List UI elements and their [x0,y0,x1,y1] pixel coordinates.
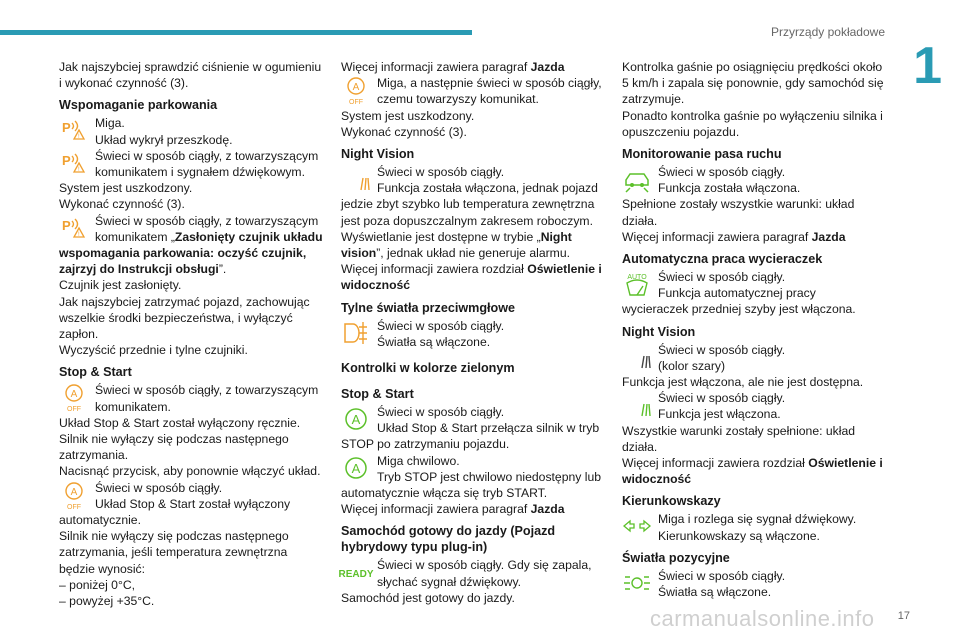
chapter-number: 1 [913,37,942,95]
status-text: Świeci w sposób ciągły. [377,405,505,420]
rear-fog-light [341,318,603,350]
night-vision-grey [622,342,884,374]
svg-text:AUTO: AUTO [627,274,647,282]
svg-text:P: P [62,120,71,136]
svg-text:A: A [351,412,361,428]
column-1 [59,59,324,609]
ready-indicator [338,557,603,589]
action-text: Wykonać czynność (3). [341,124,467,139]
status-desc: Spełnione zostały wszystkie warunki: układ działa. [622,197,855,228]
night-vision-amber [341,164,603,229]
status-text: Miga. [95,116,125,131]
stop-start-active [341,404,603,453]
svg-text:A: A [351,460,361,476]
status-text: Świeci w sposób ciągły, z towarzyszącym komunikatem „Zasłonięty czujnik układu wspomagania parkowania: oczyść czujnik, zajrzyj do Instrukcji obsługi”. [59,213,323,277]
status-desc: Samochód jest gotowy do jazdy. [341,590,515,605]
status-desc: (kolor szary) [658,358,726,373]
status-desc: Światła są włączone. [658,585,772,600]
svg-text:P: P [62,152,71,168]
rear-fog-light-icon [341,318,371,349]
status-text: Świeci w sposób ciągły. [658,568,786,583]
svg-text:!: ! [78,134,80,141]
svg-text:READY: READY [338,569,374,581]
status-text: Świeci w sposób ciągły, z towarzyszącym komunikatem. [95,383,319,414]
page-number: 17 [897,610,910,622]
stop-start-off-icon [59,382,89,413]
night-vision-icon [341,164,371,195]
status-text: Świeci w sposób ciągły. [658,342,786,357]
action-text: Wyczyścić przednie i tylne czujniki. [59,343,248,358]
heading-night-vision: Night Vision [622,324,696,339]
svg-text:P: P [62,217,71,233]
heading-ready: Samochód gotowy do jazdy (Pojazd hybrydowy typu plug-in) [341,524,556,555]
lane-monitoring [622,164,884,196]
heading-turn-signals: Kierunkowskazy [622,494,721,509]
ready-icon [338,557,374,588]
status-desc: Tryb STOP jest chwilowo niedostępny lub automatycznie włącza się tryb START. [341,469,601,501]
status-desc: Światła są włączone. [377,334,491,349]
status-text: Świeci w sposób ciągły. Gdy się zapala, słychać sygnał dźwiękowy. [377,558,592,589]
stop-start-blink [341,453,603,502]
status-desc: Funkcja jest włączona. [658,407,781,422]
more-info-text: Więcej informacji zawiera rozdział Oświetlenie i widoczność [622,456,883,487]
lane-departure-icon [622,164,652,195]
turn-signals [622,511,884,543]
stop-start-off-icon [59,480,89,511]
intro-text: Ponadto kontrolka gaśnie po wyłączeniu silnika i opuszczeniu pojazdu. [622,108,883,139]
more-info-text: Więcej informacji zawiera rozdział Oświetlenie i widoczność [341,262,602,293]
heading-lane-monitoring: Monitorowanie pasa ruchu [622,147,782,162]
status-desc: Układ wykrył przeszkodę. [95,132,233,147]
status-desc: Funkcja została włączona, jednak pojazd jedzie zbyt szybko lub temperatura zewnętrzna jest poza dopuszczalnym zakresem roboczym. [341,181,598,228]
intro-text: Kontrolka gaśnie po osiągnięciu prędkości około 5 km/h i zapala się ponownie, gdy samochód się zatrzymuje. [622,60,884,107]
auto-wiper-icon [622,269,652,300]
status-text: Świeci w sposób ciągły, z towarzyszącym komunikatem i sygnałem dźwiękowym. [95,148,319,180]
turn-signal-icon [622,511,652,542]
svg-text:A: A [70,486,78,498]
status-desc: System jest uszkodzony. [59,181,193,196]
action-text: Jak najszybciej zatrzymać pojazd, zachowując wszelkie środki bezpieczeństwa, i wyłączyć zapłon. [59,294,310,342]
heading-auto-wipers: Automatyczna praca wycieraczek [622,252,823,267]
status-text: Miga, a następnie świeci w sposób ciągły, czemu towarzyszy komunikat. [377,76,602,107]
parking-sensor-warning-icon [59,115,89,146]
svg-text:OFF: OFF [349,99,363,107]
stop-start-fault [341,75,603,107]
column-2 [338,59,603,606]
status-desc: Układ Stop & Start został wyłączony ręcznie. [59,415,301,430]
stop-start-off-icon [341,75,371,106]
action-text: Nacisnąć przycisk, aby ponownie włączyć układ. [59,464,321,479]
night-vision-icon [622,390,652,421]
status-text: Świeci w sposób ciągły. [95,480,223,495]
status-desc: Funkcja automatycznej pracy wycieraczek przedniej szyby jest włączona. [622,286,856,317]
more-info-text: Więcej informacji zawiera paragraf Jazda [622,229,846,244]
more-info-text: Więcej informacji zawiera paragraf Jazda [341,60,565,74]
night-vision-green [622,390,884,422]
status-desc: Funkcja jest włączona, ale nie jest dostępna. [622,375,864,390]
parking-sensor-warning-icon [59,213,89,244]
more-info-text: Więcej informacji zawiera paragraf Jazda [341,502,565,517]
heading-position-lights: Światła pozycyjne [622,550,730,565]
status-text: Świeci w sposób ciągły. [377,165,505,180]
heading-stop-start: Stop & Start [59,365,132,380]
status-desc: Czujnik jest zasłonięty. [59,278,182,293]
status-text: Miga chwilowo. [377,453,460,468]
stop-start-icon [341,453,371,484]
section-title: Przyrządy pokładowe [770,25,885,39]
status-desc: Wszystkie warunki zostały spełnione: układ działa. [622,423,856,454]
auto-wipers [622,269,884,318]
svg-text:OFF: OFF [67,406,81,414]
heading-rear-fog: Tylne światła przeciwmgłowe [341,300,516,315]
status-text: Miga i rozlega się sygnał dźwiękowy. [658,512,857,527]
svg-text:!: ! [78,166,80,173]
parking-sensor-obstructed [59,213,324,278]
watermark: carmanualsonline.info [650,606,875,631]
status-text: Świeci w sposób ciągły. [658,165,786,180]
svg-text:!: ! [78,231,80,238]
stop-start-icon [341,404,371,435]
status-text: Świeci w sposób ciągły. [377,318,505,333]
action-text: Wykonać czynność (3). [59,197,185,212]
status-desc: Układ Stop & Start przełącza silnik w tryb STOP po zatrzymaniu pojazdu. [341,421,600,452]
svg-text:A: A [352,82,360,94]
parking-warning-steady [59,148,324,180]
column-3 [622,59,884,600]
header-accent-bar [0,30,472,35]
list-item: – powyżej +35°C. [59,594,155,609]
status-desc: System jest uszkodzony. [341,108,475,123]
position-lights-icon [622,568,652,599]
list-item: – poniżej 0°C, [59,577,136,592]
position-lights [622,568,884,600]
night-vision-icon [622,342,652,373]
status-text: Świeci w sposób ciągły. [658,391,786,406]
svg-text:A: A [70,389,78,401]
status-text: Świeci w sposób ciągły. [658,270,786,285]
parking-warning-blink [59,115,324,147]
status-desc: Wyświetlanie jest dostępne w trybie „Night vision”, jednak układ nie generuje alarmu. [341,229,572,261]
svg-text:OFF: OFF [67,503,81,511]
status-desc: Silnik nie wyłączy się podczas następnego zatrzymania, jeśli temperatura zewnętrzna będzie wynosić: [59,529,289,576]
status-desc: Silnik nie wyłączy się podczas następnego zatrzymania. [59,432,289,463]
heading-night-vision: Night Vision [341,147,415,162]
heading-parking-assist: Wspomaganie parkowania [59,98,218,113]
stop-start-manual-off [59,382,324,414]
status-desc: Kierunkowskazy są włączone. [658,528,820,543]
stop-start-auto-off [59,480,324,529]
heading-green-indicators: Kontrolki w kolorze zielonym [341,361,515,376]
intro-text: Jak najszybciej sprawdzić ciśnienie w ogumieniu i wykonać czynność (3). [59,60,322,91]
heading-stop-start: Stop & Start [341,387,414,402]
status-desc: Układ Stop & Start został wyłączony automatycznie. [59,496,291,528]
parking-sensor-warning-icon [59,148,89,179]
status-desc: Funkcja została włączona. [658,181,801,196]
